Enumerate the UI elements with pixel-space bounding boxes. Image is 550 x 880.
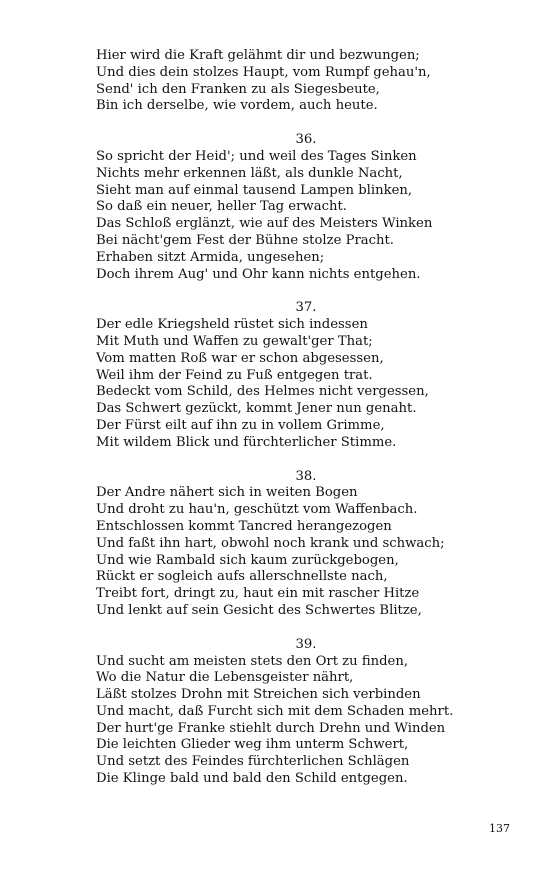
page-number: 137 — [489, 822, 510, 835]
verse-line: Und droht zu hau'n, geschützt vom Waffenbach. — [96, 502, 418, 518]
verse-line: Das Schloß erglänzt, wie auf des Meisters Winken — [96, 216, 433, 232]
poem-text — [96, 48, 516, 805]
stanza-continued — [96, 48, 516, 115]
verse-line: Rückt er sogleich aufs allerschnellste nach, — [96, 569, 388, 585]
verse-line: Erhaben sitzt Armida, ungesehen; — [96, 249, 325, 265]
verse-line: Weil ihm der Feind zu Fuß entgegen trat. — [96, 367, 373, 383]
verse-line: Der hurt'ge Franke stiehlt durch Drehn und Winden — [96, 720, 446, 736]
verse-line: Und lenkt auf sein Gesicht des Schwertes Blitze, — [96, 602, 422, 618]
stanza-37 — [96, 300, 516, 451]
verse-line: Und wie Rambald sich kaum zurückgebogen, — [96, 552, 399, 568]
verse-line: Läßt stolzes Drohn mit Streichen sich verbinden — [96, 687, 421, 703]
verse-line: Bin ich derselbe, wie vordem, auch heute. — [96, 98, 378, 114]
verse-line: Mit Muth und Waffen zu gewalt'ger That; — [96, 333, 373, 349]
verse-line: Der Fürst eilt auf ihn zu in vollem Grimme, — [96, 417, 385, 433]
stanza-number: 38. — [295, 468, 317, 484]
stanza-number: 39. — [295, 636, 317, 652]
verse-line: Das Schwert gezückt, kommt Jener nun genaht. — [96, 401, 417, 417]
verse-line: Und setzt des Feindes fürchterlichen Schlägen — [96, 754, 410, 770]
verse-line: Mit wildem Blick und fürchterlicher Stimme. — [96, 434, 397, 450]
verse-line: Und macht, daß Furcht sich mit dem Schaden mehrt. — [96, 703, 454, 719]
stanza-38 — [96, 469, 516, 620]
verse-line: Und faßt ihn hart, obwohl noch krank und schwach; — [96, 535, 445, 551]
verse-line: Sieht man auf einmal tausend Lampen blinken, — [96, 182, 413, 198]
stanza-number: 36. — [295, 132, 317, 148]
verse-line: Nichts mehr erkennen läßt, als dunkle Nacht, — [96, 165, 403, 181]
verse-line: So spricht der Heid'; und weil des Tages Sinken — [96, 148, 417, 164]
verse-line: Doch ihrem Aug' und Ohr kann nichts entgehen. — [96, 266, 421, 282]
verse-line: Die leichten Glieder weg ihm unterm Schwert, — [96, 737, 409, 753]
verse-line: Treibt fort, dringt zu, haut ein mit rascher Hitze — [96, 586, 420, 602]
verse-line: Bedeckt vom Schild, des Helmes nicht vergessen, — [96, 384, 429, 400]
stanza-36 — [96, 132, 516, 283]
stanza-number: 37. — [295, 300, 317, 316]
verse-line: Wo die Natur die Lebensgeister nährt, — [96, 670, 354, 686]
stanza-39 — [96, 637, 516, 788]
verse-line: Die Klinge bald und bald den Schild entgegen. — [96, 771, 408, 787]
verse-line: Send' ich den Franken zu als Siegesbeute, — [96, 81, 380, 97]
verse-line: Der Andre nähert sich in weiten Bogen — [96, 485, 358, 501]
verse-line: Und sucht am meisten stets den Ort zu finden, — [96, 653, 409, 669]
verse-line: Entschlossen kommt Tancred herangezogen — [96, 518, 392, 534]
verse-line: Vom matten Roß war er schon abgesessen, — [96, 350, 384, 366]
verse-line: Der edle Kriegsheld rüstet sich indessen — [96, 317, 368, 333]
verse-line: Bei nächt'gem Fest der Bühne stolze Pracht. — [96, 232, 394, 248]
verse-line: Hier wird die Kraft gelähmt dir und bezwungen; — [96, 48, 420, 63]
verse-line: Und dies dein stolzes Haupt, vom Rumpf gehau'n, — [96, 64, 431, 80]
verse-line: So daß ein neuer, heller Tag erwacht. — [96, 199, 347, 215]
